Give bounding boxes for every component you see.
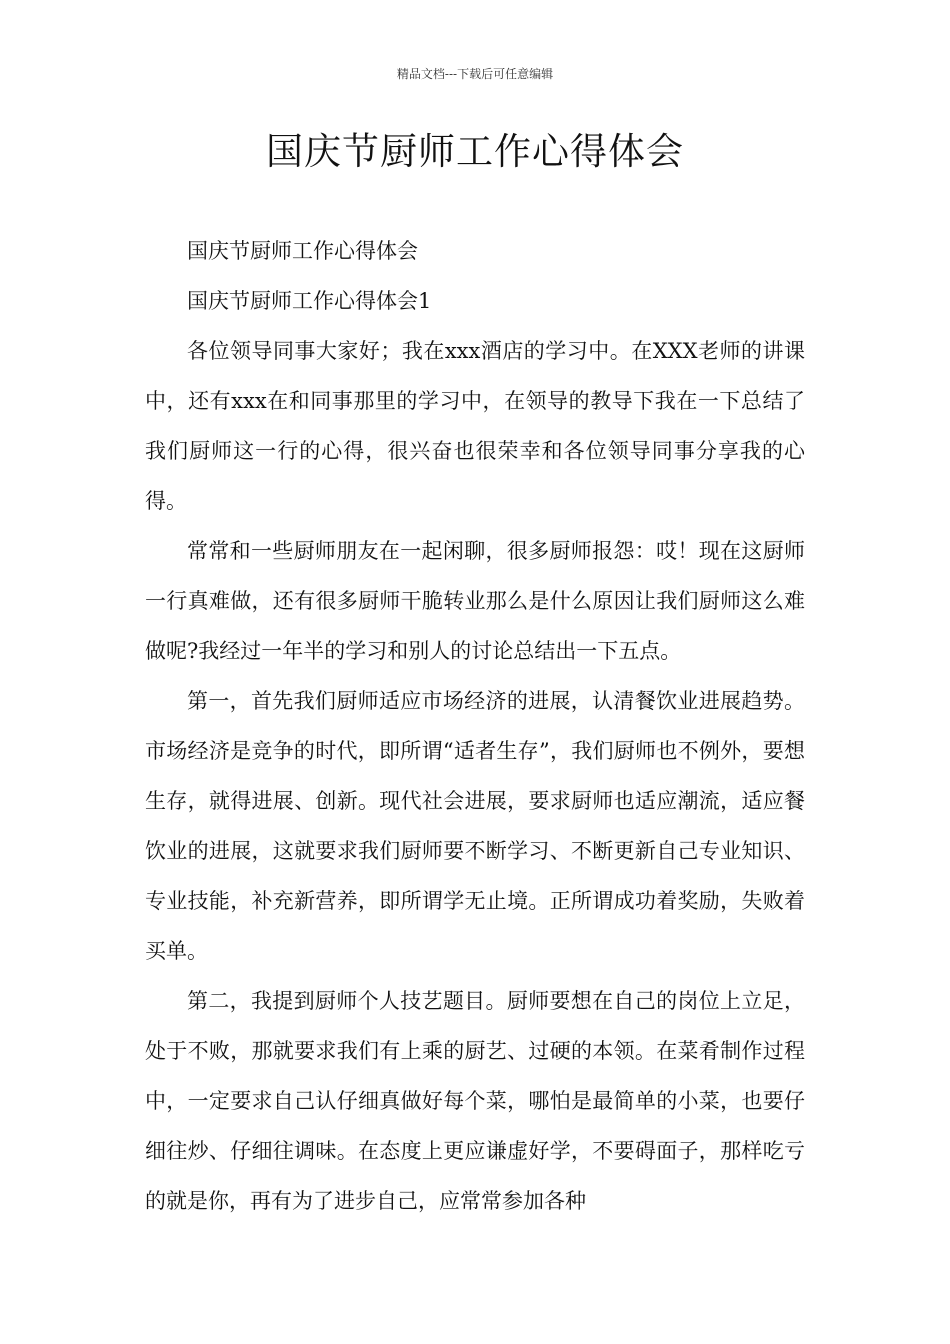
document-title: 国庆节厨师工作心得体会 xyxy=(266,130,684,173)
header-note: 精品文档---下载后可任意编辑 xyxy=(396,67,554,81)
paragraph-greeting: 各位领导同事大家好；我在xxx酒店的学习中。在XXX老师的讲课中，还有xxx在和同事那里的学习中，在领导的教导下我在一下总结了我们厨师这一行的心得，很兴奋也很荣幸和各位领导同事分享我的心得。 xyxy=(145,339,805,513)
paragraph-point-two: 第二，我提到厨师个人技艺题目。厨师要想在自己的岗位上立足，处于不败，那就要求我们有上乘的厨艺、过硬的本领。在菜肴制作过程中，一定要求自己认仔细真做好每个菜，哪怕是最简单的小菜，也要仔细往炒、仔细往调味。在态度上更应谦虚好学，不要碍面子，那样吃亏的就是你，再有为了进步自己，应常常参加各种 xyxy=(145,989,805,1213)
paragraph-section-heading: 国庆节厨师工作心得体会1 xyxy=(187,289,432,313)
document-body xyxy=(145,226,805,1226)
paragraph-subtitle: 国庆节厨师工作心得体会 xyxy=(187,239,418,263)
paragraph-complaints: 常常和一些厨师朋友在一起闲聊，很多厨师报怨：哎！现在这厨师一行真难做，还有很多厨师干脆转业那么是什么原因让我们厨师这么难做呢?我经过一年半的学习和别人的讨论总结出一下五点。 xyxy=(145,539,805,663)
paragraph-point-one: 第一，首先我们厨师适应市场经济的进展，认清餐饮业进展趋势。市场经济是竞争的时代，即所谓“适者生存”，我们厨师也不例外，要想生存，就得进展、创新。现代社会进展，要求厨师也适应潮流，适应餐饮业的进展，这就要求我们厨师要不断学习、不断更新自己专业知识、专业技能，补充新营养，即所谓学无止境。正所谓成功着奖励，失败着买单。 xyxy=(145,689,805,963)
